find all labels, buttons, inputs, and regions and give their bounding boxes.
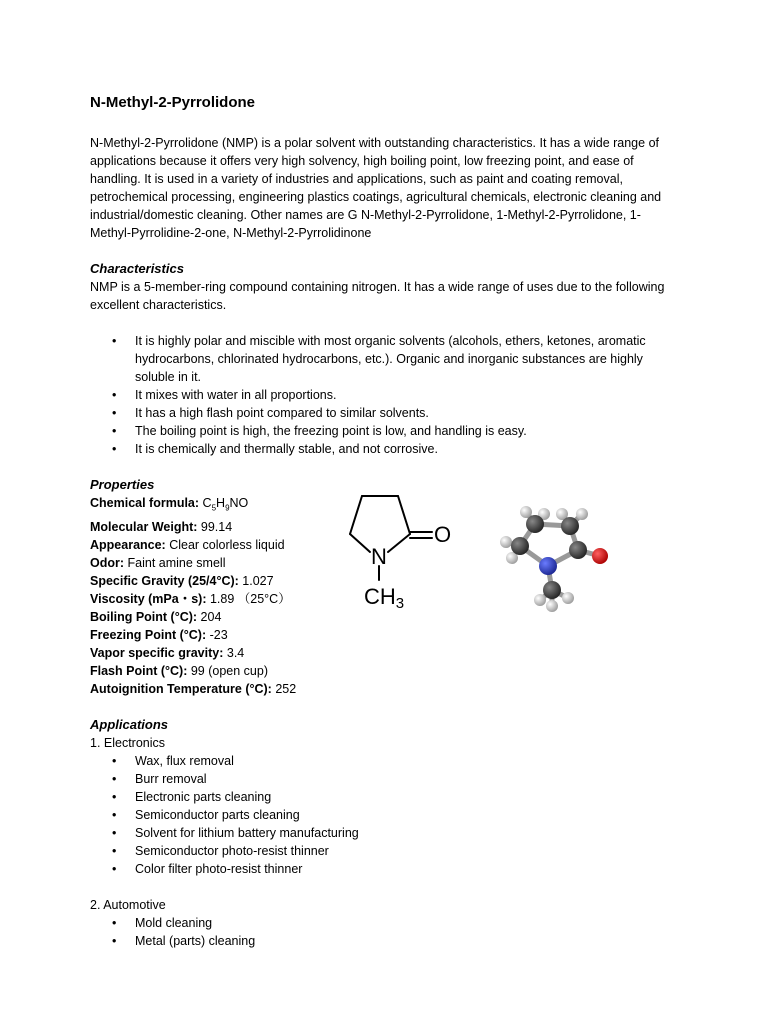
- list-item: • Semiconductor parts cleaning: [90, 806, 680, 824]
- list-item: • Color filter photo-resist thinner: [90, 860, 680, 878]
- characteristics-list: [90, 332, 680, 458]
- property-value: $C_5H_9NO$: [202, 496, 249, 513]
- list-item: • Burr removal: [90, 770, 680, 788]
- document-page: [90, 92, 680, 950]
- property-label: Specific Gravity (25/4°C):: [90, 573, 239, 588]
- nitrogen-label: N: [371, 544, 387, 569]
- list-item: • Solvent for lithium battery manufacturing: [90, 824, 680, 842]
- property-flash-point: [90, 662, 680, 680]
- list-item: • It is highly polar and miscible with most organic solvents (alcohols, ethers, ketones, aromatic hydrocarbons, chlorinated hydrocarbons, etc.). Organic and inorganic substances are highly soluble in it.: [90, 332, 680, 386]
- applications-heading: Applications: [90, 716, 169, 732]
- property-label: Viscosity (mPa・s):: [90, 591, 207, 606]
- property-freezing-point: [90, 626, 680, 644]
- list-item: • Electronic parts cleaning: [90, 788, 680, 806]
- electronics-list: [90, 752, 680, 878]
- property-value: 204: [200, 609, 222, 624]
- property-value: 252: [275, 681, 297, 696]
- properties-heading: Properties: [90, 477, 155, 492]
- list-item: • Wax, flux removal: [90, 752, 680, 770]
- property-label: Flash Point (°C):: [90, 663, 188, 678]
- list-item: • Metal (parts) cleaning: [90, 932, 680, 950]
- property-vapor-specific-gravity: [90, 644, 680, 662]
- property-value: Faint amine smell: [127, 555, 226, 570]
- automotive-list: [90, 914, 680, 950]
- list-item: • Semiconductor photo-resist thinner: [90, 842, 680, 860]
- property-label: Autoignition Temperature (°C):: [90, 681, 272, 696]
- property-label: Appearance:: [90, 537, 166, 552]
- oxygen-label: O: [434, 522, 452, 547]
- list-item: • The boiling point is high, the freezing point is low, and handling is easy.: [90, 422, 680, 440]
- property-label: Chemical formula:: [90, 496, 200, 510]
- property-value: 99.14: [200, 519, 233, 534]
- property-value: 1.89 （25°C）: [209, 591, 291, 606]
- property-label: Odor:: [90, 555, 125, 570]
- property-value: Clear colorless liquid: [169, 537, 285, 552]
- property-label: Boiling Point (°C):: [90, 609, 198, 624]
- application-group-title: 1. Electronics: [90, 735, 166, 750]
- property-value: 3.4: [226, 645, 245, 660]
- characteristics-heading: Characteristics: [90, 261, 184, 276]
- property-value: 1.027: [242, 573, 274, 588]
- property-autoignition-temperature: [90, 680, 680, 698]
- methyl-label: CH3: [364, 584, 405, 612]
- list-item: • It has a high flash point compared to similar solvents.: [90, 404, 680, 422]
- property-label: Molecular Weight:: [90, 519, 198, 534]
- property-label: Freezing Point (°C):: [90, 627, 207, 642]
- list-item: • It mixes with water in all proportions.: [90, 386, 680, 404]
- characteristics-text: NMP is a 5-member-ring compound containing nitrogen. It has a wide range of uses due to the following excellent characteristics.: [90, 280, 665, 312]
- list-item: • Mold cleaning: [90, 914, 680, 932]
- ball-and-stick-model-image: [490, 494, 620, 614]
- list-item: • It is chemically and thermally stable, and not corrosive.: [90, 440, 680, 458]
- property-label: Vapor specific gravity:: [90, 645, 224, 660]
- skeletal-structure-image: [340, 492, 470, 612]
- application-group-title: 2. Automotive: [90, 897, 166, 912]
- page-title: N-Methyl-2-Pyrrolidone: [90, 94, 256, 111]
- property-value: -23: [209, 627, 228, 642]
- intro-paragraph: N-Methyl-2-Pyrrolidone (NMP) is a polar solvent with outstanding characteristics. It has a wide range of applications because it offers very high solvency, high boiling point, low freezing point, and ease of handling. It is used in a variety of industries and applications, such as paint and coating removal, petrochemical processing, engineering plastics coatings, agricultural chemicals, electronic cleaning and industrial/domestic cleaning. Other names are G N-Methyl-2-Pyrrolidone, 1-Methyl-2-Pyrrolidone, 1-Methyl-Pyrrolidine-2-one, N-Methyl-2-Pyrrolidinone: [90, 136, 662, 240]
- properties-block: [90, 494, 680, 698]
- property-value: 99 (open cup): [190, 663, 268, 678]
